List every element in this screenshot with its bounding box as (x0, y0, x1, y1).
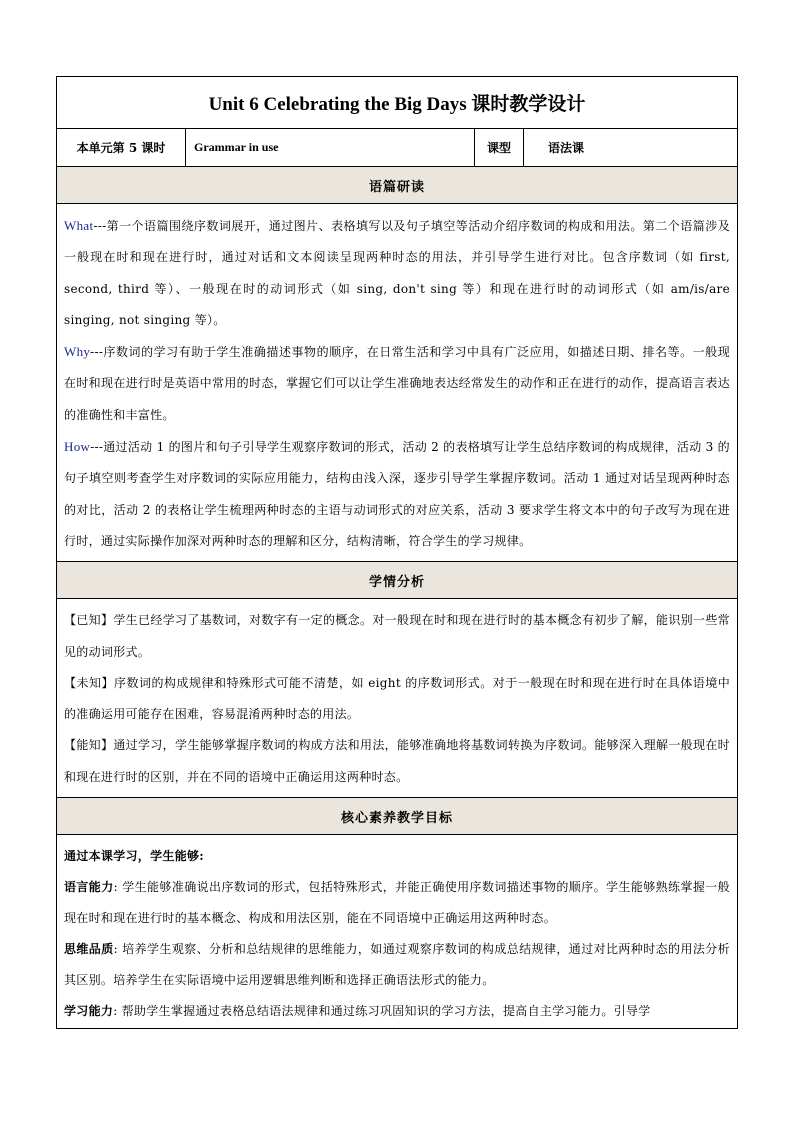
goal-thinking-text: : 培养学生观察、分析和总结规律的思维能力，如通过观察序数词的构成总结规律，通过对比两种时态的用法分析其区别。培养学生在实际语境中运用逻辑思维判断和选择正确语法形式的能力。 (64, 942, 730, 988)
goal-language-label: 语言能力 (64, 880, 114, 895)
what-label: What (64, 218, 94, 233)
how-text: ---通过活动 1 的图片和句子引导学生观察序数词的形式，活动 2 的表格填写让学生总结序数词的构成规律，活动 3 的句子填空则考查学生对序数词的实际应用能力，结构由浅入深，逐步引导学生掌握序数词。活动 1 通过对话呈现两种时态的对比，活动 2 的表格让学生梳理两种时态的主语与动词形式的对应关系，活动 3 要求学生将文本中的句子改写为现在进行时，通过实际操作加深对两种时态的理解和区分，结构清晰，符合学生的学习规律。 (64, 440, 730, 548)
what-paragraph (64, 210, 730, 336)
unknown-paragraph: 【未知】序数词的构成规律和特殊形式可能不清楚，如 eight 的序数词形式。对于一般现在时和现在进行时在具体语境中的准确运用可能存在困难，容易混淆两种时态的用法。 (64, 675, 730, 722)
goal-learning (64, 996, 730, 1027)
lesson-type-label: 课型 (475, 129, 524, 166)
how-paragraph (64, 431, 730, 557)
lesson-number: 本单元第 5 课时 (57, 129, 186, 166)
section-heading-goals: 核心素养教学目标 (57, 798, 737, 835)
what-text: ---第一个语篇围绕序数词展开，通过图片、表格填写以及句子填空等活动介绍序数词的构成和用法。第二个语篇涉及一般现在时和现在进行时，通过对话和文本阅读呈现两种时态的用法，并引导学生进行对比。包含序数词（如 first, second, third 等）、一般现在时的动词形式（如 sing, don't sing 等）和现在进行时的动词形式（如 am/is/are singing, not singing 等）。 (64, 219, 730, 327)
goal-learning-text: : 帮助学生掌握通过表格总结语法规律和通过练习巩固知识的学习方法，提高自主学习能力。引导学 (113, 1004, 651, 1019)
section-heading-learner: 学情分析 (57, 562, 737, 599)
lesson-design-table (56, 76, 738, 1029)
meta-row (57, 129, 737, 167)
page-title: Unit 6 Celebrating the Big Days 课时教学设计 (57, 77, 737, 129)
learner-content (57, 599, 737, 798)
why-label: Why (64, 344, 91, 360)
section-heading-text-study: 语篇研读 (57, 167, 737, 204)
goal-language (64, 872, 730, 934)
goal-learning-label: 学习能力 (64, 1004, 114, 1019)
lesson-type-value: 语法课 (548, 141, 585, 155)
goals-content (57, 835, 737, 1028)
known-paragraph: 【已知】学生已经学习了基数词，对数字有一定的概念。对一般现在时和现在进行时的基本概念有初步了解，能识别一些常见的动词形式。 (64, 613, 730, 659)
why-paragraph (64, 336, 730, 431)
lesson-topic: Grammar in use (186, 129, 475, 166)
how-label: How (64, 439, 91, 455)
why-text: ---序数词的学习有助于学生准确描述事物的顺序，在日常生活和学习中具有广泛应用，如描述日期、排名等。一般现在时和现在进行时是英语中常用的时态，掌握它们可以让学生准确地表达经常发生的动作和正在进行的动作，提高语言表达的准确性和丰富性。 (64, 345, 730, 422)
goal-language-text: : 学生能够准确说出序数词的形式，包括特殊形式，并能正确使用序数词描述事物的顺序。学生能够熟练掌握一般现在时和现在进行时的基本概念、构成和用法区别，能在不同语境中正确运用这两种时态。 (64, 880, 730, 926)
text-study-content (57, 204, 737, 562)
goal-thinking-label: 思维品质 (64, 942, 114, 957)
goals-intro: 通过本课学习，学生能够: (64, 849, 205, 864)
able-paragraph: 【能知】通过学习，学生能够掌握序数词的构成方法和用法，能够准确地将基数词转换为序数词。能够深入理解一般现在时和现在进行时的区别，并在不同的语境中正确运用这两种时态。 (64, 738, 730, 784)
goal-thinking (64, 934, 730, 996)
